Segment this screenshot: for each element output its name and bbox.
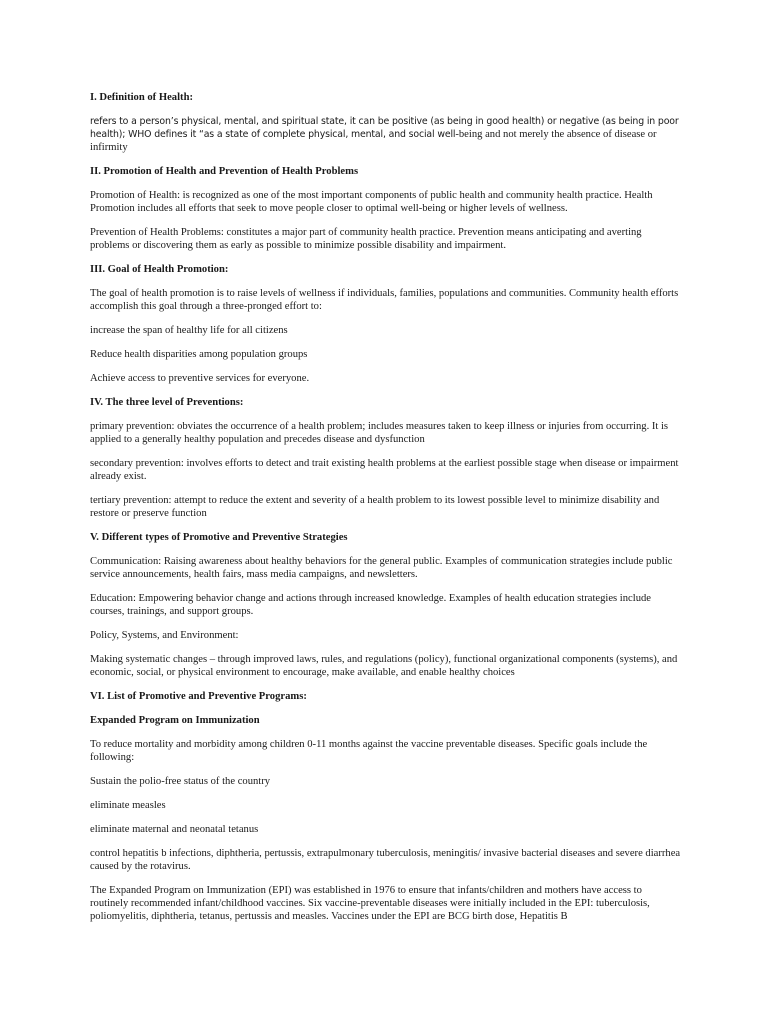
paragraph-promotion-of-health: Promotion of Health: is recognized as one of the most important components of public health and community health practice. Health Promotion includes all efforts that seek to move people closer to optimal well-being or higher levels of wellness. [90,190,653,214]
paragraph-education: Education: Empowering behavior change and actions through increased knowledge. Examples of health education strategies include courses, trainings, and support groups. [90,593,651,617]
definition-text-tail: -being and not merely the absence of disease or infirmity [90,129,657,153]
section-heading-definition: I. Definition of Health: [90,92,193,103]
list-item-epi-goal: Sustain the polio-free status of the country [90,776,271,787]
section-heading-programs: VI. List of Promotive and Preventive Programs: [90,691,307,702]
section-heading-prevention-levels: IV. The three level of Preventions: [90,397,244,408]
list-item-epi-goal: control hepatitis b infections, diphtheria, pertussis, extrapulmonary tuberculosis, meningitis/ invasive bacterial diseases and severe diarrhea caused by the rotavirus. [90,848,681,872]
list-item-goal: Achieve access to preventive services for everyone. [90,373,310,384]
paragraph-policy-heading: Policy, Systems, and Environment: [90,630,239,641]
paragraph-tertiary-prevention: tertiary prevention: attempt to reduce the extent and severity of a health problem to its lowest possible level to minimize disability and restore or preserve function [90,495,660,519]
section-heading-promotion-prevention: II. Promotion of Health and Prevention of Health Problems [90,166,359,177]
paragraph-secondary-prevention: secondary prevention: involves efforts to detect and trait existing health problems at the earliest possible stage when disease or impairment already exist. [90,458,679,482]
paragraph-primary-prevention: primary prevention: obviates the occurrence of a health problem; includes measures taken to keep illness or injuries from occurring. It is applied to a generally healthy population and precedes disease and dysfunction [90,421,669,445]
paragraph-prevention-of-health-problems: Prevention of Health Problems: constitutes a major part of community health practice. Prevention means anticipating and averting problems or discovering them as early as possible to minimize possible disability and impairment. [90,227,642,251]
paragraph-communication: Communication: Raising awareness about healthy behaviors for the general public. Examples of communication strategies include public service announcements, health fairs, mass media campaigns, and newsletters. [90,556,673,580]
paragraph-policy: Making systematic changes – through improved laws, rules, and regulations (policy), functional organizational components (systems), and economic, social, or physical environment to encourage, make available, and enable healthy choices [90,654,678,678]
list-item-epi-goal: eliminate maternal and neonatal tetanus [90,824,259,835]
paragraph-epi-history: The Expanded Program on Immunization (EPI) was established in 1976 to ensure that infants/children and mothers have access to routinely recommended infant/childhood vaccines. Six vaccine-preventable diseases were initially included in the EPI: tuberculosis, poliomyelitis, diphtheria, tetanus, pertussis and measles. Vaccines under the EPI are BCG birth dose, Hepatitis B [90,885,650,922]
subheading-epi: Expanded Program on Immunization [90,715,260,726]
list-item-goal: Reduce health disparities among population groups [90,349,308,360]
paragraph-goal: The goal of health promotion is to raise levels of wellness if individuals, families, populations and communities. Community health efforts accomplish this goal through a three-pronged effort to: [90,288,679,312]
document-page [90,91,682,934]
paragraph-definition [90,115,682,154]
list-item-epi-goal: eliminate measles [90,800,166,811]
section-heading-goal: III. Goal of Health Promotion: [90,264,229,275]
definition-text: refers to a person’s physical, mental, and spiritual state, it can be positive (as being in good health) or negative (as being in poor health); WHO defines it “as a state of complete physical, mental, and social well [90,116,679,140]
paragraph-epi-goals: To reduce mortality and morbidity among children 0-11 months against the vaccine preventable diseases. Specific goals include the following: [90,739,648,763]
section-heading-strategies: V. Different types of Promotive and Preventive Strategies [90,532,348,543]
list-item-goal: increase the span of healthy life for all citizens [90,325,288,336]
